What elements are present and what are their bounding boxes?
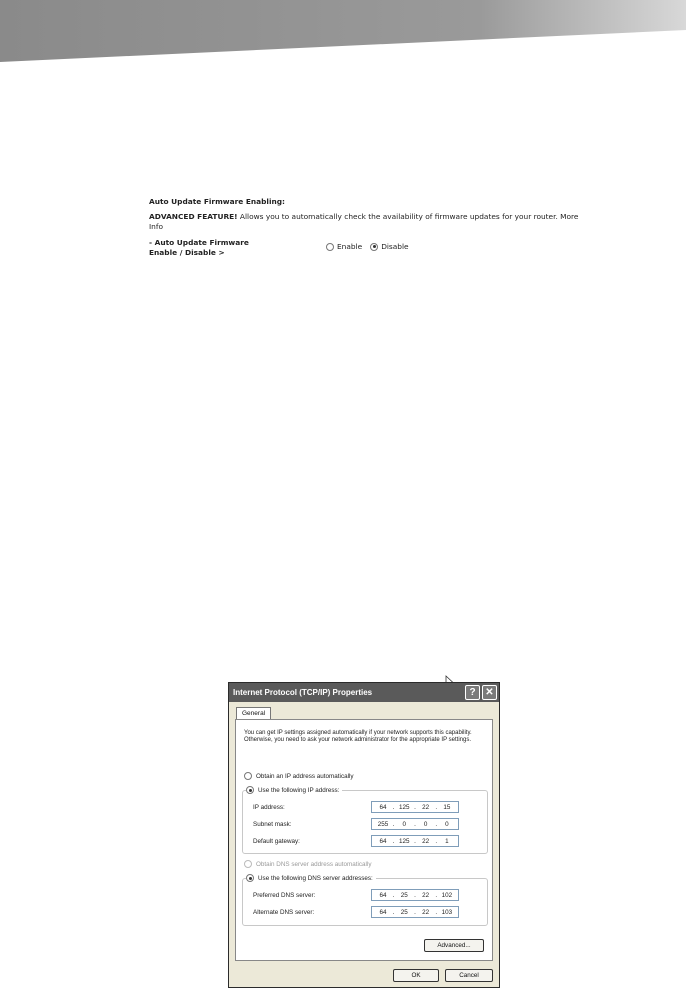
ip-octet: 64 [379, 803, 387, 811]
dialog-title: Internet Protocol (TCP/IP) Properties [233, 688, 373, 697]
use-following-dns-label: Use the following DNS server addresses: [258, 874, 373, 882]
disable-radio-label: Disable [381, 242, 409, 251]
dns-server-group [242, 878, 488, 926]
ip-dot: . [392, 837, 395, 845]
preferred-dns-row [253, 889, 473, 903]
auto-update-label-line1: - Auto Update Firmware [149, 238, 249, 247]
ip-octet: 64 [379, 891, 387, 899]
ok-button[interactable]: OK [393, 969, 439, 982]
ip-octet: 125 [399, 803, 410, 811]
use-following-dns-option[interactable] [246, 874, 376, 882]
subnet-mask-input[interactable] [371, 818, 459, 830]
dialog-titlebar[interactable] [229, 683, 499, 702]
auto-update-label [149, 238, 269, 258]
ip-octet: 1 [445, 837, 449, 845]
ip-octet: 0 [423, 820, 428, 828]
ip-dot: . [414, 803, 416, 811]
subnet-mask-row [253, 818, 473, 832]
ip-address-label: IP address: [253, 804, 285, 811]
auto-update-label-line2: Enable / Disable > [149, 248, 225, 257]
auto-update-row [149, 238, 579, 260]
obtain-ip-auto-label: Obtain an IP address automatically [256, 772, 354, 780]
ip-octet: 64 [379, 908, 387, 916]
ip-dot: . [392, 891, 395, 899]
ip-dot: . [392, 820, 395, 828]
ip-octet: 125 [399, 837, 410, 845]
use-following-ip-option[interactable] [246, 786, 342, 794]
ip-octet: 22 [422, 908, 430, 916]
alternate-dns-row [253, 906, 473, 920]
ip-octet: 255 [377, 820, 389, 828]
firmware-description-text: Allows you to automatically check the availability of firmware updates for your router. More Info [149, 212, 579, 231]
page-header-band [0, 0, 686, 64]
preferred-dns-label: Preferred DNS server: [253, 892, 316, 899]
obtain-ip-auto-option[interactable] [244, 772, 354, 780]
alternate-dns-input[interactable] [371, 906, 459, 918]
ip-dot: . [435, 837, 438, 845]
default-gateway-label: Default gateway: [253, 838, 300, 845]
ip-address-row [253, 801, 473, 815]
advanced-button[interactable]: Advanced... [424, 939, 484, 952]
ip-dot: . [435, 803, 438, 811]
firmware-panel-description [149, 212, 579, 232]
ip-dot: . [435, 908, 438, 916]
ip-address-group [242, 790, 488, 854]
ip-address-input[interactable] [371, 801, 459, 813]
disable-radio[interactable] [370, 243, 378, 251]
ip-dot: . [414, 837, 416, 845]
ip-octet: 22 [422, 891, 430, 899]
ip-octet: 0 [402, 820, 407, 828]
use-following-dns-radio[interactable] [246, 874, 254, 882]
enable-radio[interactable] [326, 243, 334, 251]
subnet-mask-label: Subnet mask: [253, 821, 292, 828]
use-following-ip-radio[interactable] [246, 786, 254, 794]
help-icon[interactable]: ? [465, 685, 480, 700]
ip-octet: 102 [441, 891, 453, 899]
enable-radio-label: Enable [337, 242, 363, 251]
ip-dot: . [392, 803, 395, 811]
firmware-update-panel [149, 197, 579, 260]
obtain-dns-auto-label: Obtain DNS server address automatically [256, 860, 372, 868]
default-gateway-row [253, 835, 473, 849]
ip-octet: 15 [443, 803, 451, 811]
auto-update-options [326, 242, 417, 251]
ip-octet: 22 [422, 803, 430, 811]
firmware-panel-title: Auto Update Firmware Enabling: [149, 197, 285, 206]
ip-dot: . [435, 891, 438, 899]
obtain-dns-auto-radio[interactable] [244, 860, 252, 868]
ip-octet: 0 [445, 820, 449, 828]
ip-octet: 64 [379, 837, 387, 845]
ip-dot: . [435, 820, 438, 828]
preferred-dns-input[interactable] [371, 889, 459, 901]
ip-dot: . [414, 908, 416, 916]
general-tab-panel [235, 719, 493, 961]
ip-dot: . [392, 908, 395, 916]
alternate-dns-label: Alternate DNS server: [253, 909, 315, 916]
ip-dot: . [414, 891, 416, 899]
cancel-button[interactable]: Cancel [445, 969, 493, 982]
ip-octet: 25 [400, 908, 408, 916]
obtain-ip-auto-radio[interactable] [244, 772, 252, 780]
ip-octet: 25 [400, 891, 408, 899]
ip-dot: . [414, 820, 416, 828]
intro-text: You can get IP settings assigned automatically if your network supports this capability. Otherwise, you need to ask your network administrator for the appropriate IP settings. [244, 730, 472, 744]
obtain-dns-auto-option[interactable] [244, 860, 372, 868]
disable-radio-option[interactable] [370, 242, 408, 251]
ip-octet: 103 [441, 908, 453, 916]
enable-radio-option[interactable] [326, 242, 362, 251]
default-gateway-input[interactable] [371, 835, 459, 847]
tab-general[interactable]: General [236, 707, 271, 720]
close-icon[interactable]: ✕ [482, 685, 497, 700]
ip-octet: 22 [422, 837, 430, 845]
advanced-feature-label: ADVANCED FEATURE! [149, 212, 238, 221]
use-following-ip-label: Use the following IP address: [258, 786, 340, 794]
tcpip-properties-dialog [228, 682, 500, 988]
